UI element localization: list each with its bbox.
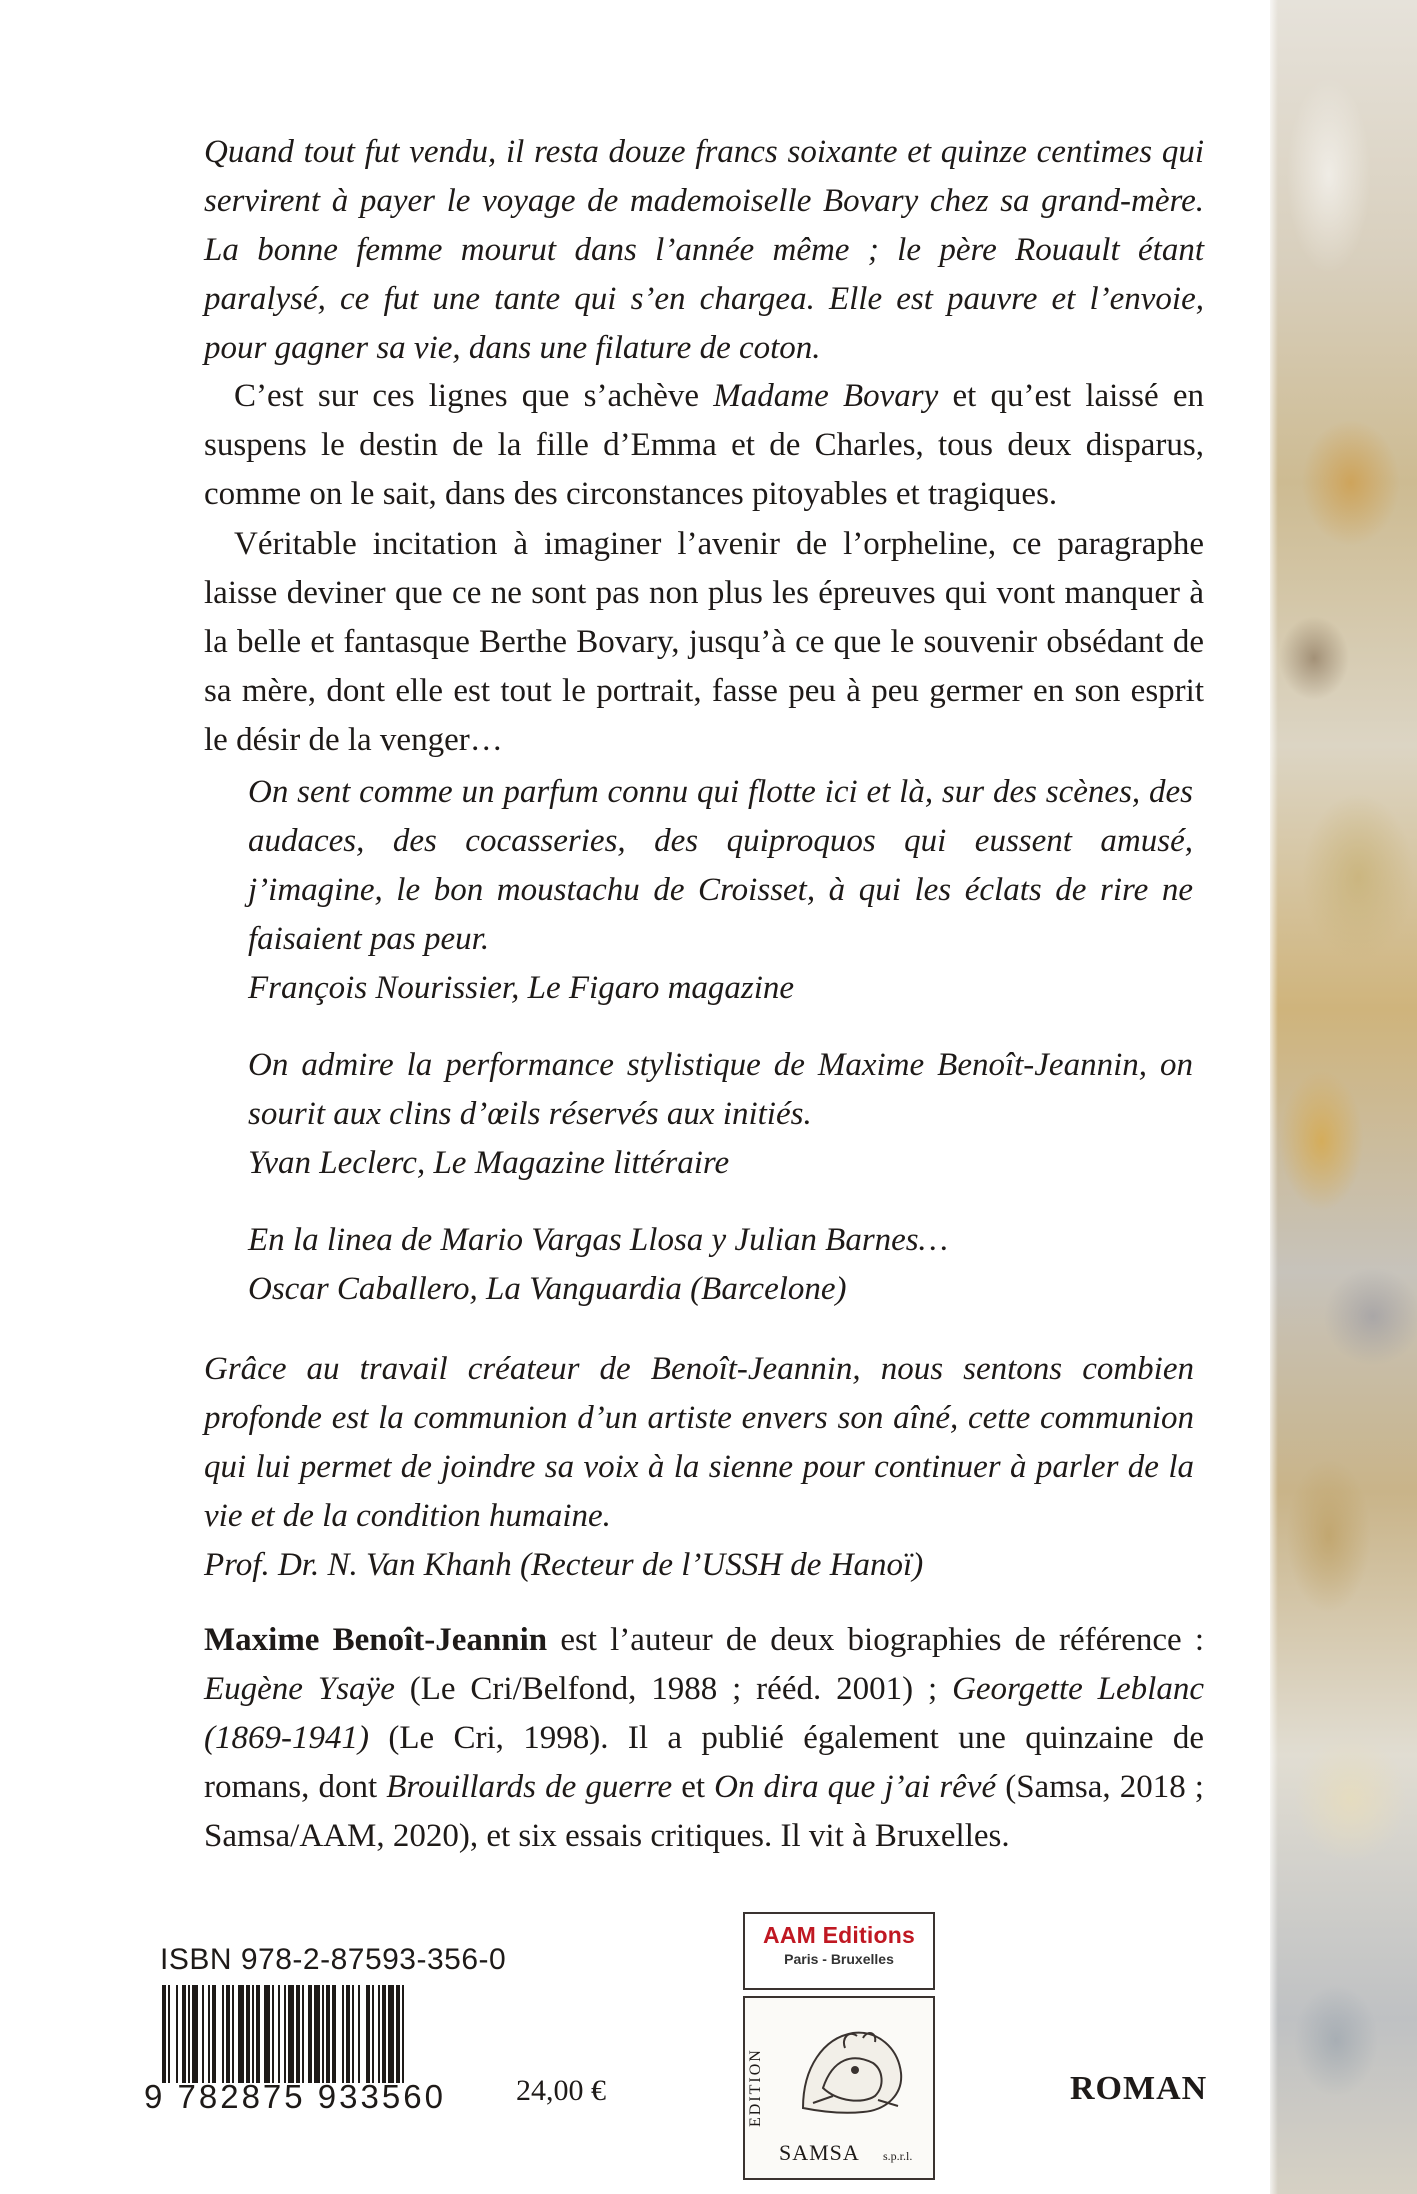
aam-editions-logo	[743, 1912, 935, 1990]
review-1	[248, 768, 1193, 1013]
bio-text-2: (Le Cri/Belfond, 1988 ; rééd. 2001) ;	[394, 1671, 953, 1707]
review-1-text: On sent comme un parfum connu qui flotte ici et là, sur des scènes, des audaces, des cocasseries, des quiproquos qui eussent amusé, j’imagine, le bon moustachu de Croisset, à qui les éclats de rire ne faisaient pas peur.	[248, 774, 1193, 957]
samsa-name: SAMSA	[779, 2140, 860, 2165]
barcode-bar	[302, 1985, 304, 2083]
barcode-bar	[272, 1985, 274, 2083]
barcode-bar	[314, 1985, 320, 2083]
barcode-bar	[396, 1985, 400, 2083]
samsa-emblem-icon	[783, 2008, 923, 2128]
cover-painting-strip	[1270, 0, 1417, 2194]
summary-paragraph-1	[204, 372, 1204, 519]
review-1-attribution	[248, 964, 1193, 1013]
barcode-bar	[358, 1985, 360, 2083]
barcode-bar	[188, 1985, 190, 2083]
barcode-digits: 9 782875 933560	[144, 2078, 446, 2115]
barcode-bar	[202, 1985, 204, 2083]
barcode-bar	[378, 1985, 380, 2083]
review-3-text: En la linea de Mario Vargas Llosa y Julian Barnes…	[248, 1222, 948, 1258]
barcode-bar	[278, 1985, 280, 2083]
author-name: Maxime Benoît-Jeannin	[204, 1622, 548, 1658]
barcode-bar	[222, 1985, 224, 2083]
barcode-bar	[232, 1985, 234, 2083]
bio-book-2: Georgette Leblanc (1869-1941)	[204, 1671, 1204, 1756]
review-2-text: On admire la performance stylistique de Maxime Benoît-Jeannin, on sourit aux clins d’œils réservés aux initiés.	[248, 1047, 1193, 1132]
barcode-bar	[326, 1985, 330, 2083]
barcode-bar	[256, 1985, 260, 2083]
barcode-bar	[252, 1985, 254, 2083]
barcode-bar	[208, 1985, 210, 2083]
barcode-bar	[238, 1985, 244, 2083]
samsa-suffix: s.p.r.l.	[883, 2149, 913, 2163]
barcode-bar	[382, 1985, 386, 2083]
review-2-attribution	[248, 1139, 1193, 1188]
barcode-bar	[342, 1985, 344, 2083]
review-1-author: François Nourissier,	[248, 970, 528, 1006]
barcode-bar	[226, 1985, 230, 2083]
para2-after: et qu’est laissé en suspens le destin de la fille d’Emma et de Charles, tous deux disparus, comme on le sait, dans des circonstances pitoyables et tragiques.	[204, 378, 1204, 512]
isbn-label: ISBN 978-2-87593-356-0	[160, 1943, 507, 1976]
barcode-bar	[288, 1985, 294, 2083]
samsa-edition-label: EDITION	[747, 2048, 764, 2128]
barcode-bar	[212, 1985, 216, 2083]
barcode	[160, 1985, 478, 2083]
bio-book-3: Brouillards de guerre	[386, 1769, 673, 1805]
barcode-bar	[366, 1985, 370, 2083]
barcode-bar	[388, 1985, 394, 2083]
barcode-bar	[322, 1985, 324, 2083]
review-2-author: Yvan Leclerc,	[248, 1145, 434, 1181]
bio-book-4: On dira que j’ai rêvé	[714, 1769, 997, 1805]
barcode-bar	[352, 1985, 354, 2083]
barcode-bar	[176, 1985, 178, 2083]
bio-book-1: Eugène Ysaÿe	[204, 1671, 395, 1707]
barcode-bar	[296, 1985, 300, 2083]
bio-text-4: et	[672, 1769, 715, 1805]
review-3	[248, 1216, 1193, 1314]
review-3-source: La Vanguardia	[486, 1271, 682, 1307]
para2-before: C’est sur ces lignes que s’achève	[234, 378, 714, 414]
price: 24,00 €	[516, 2074, 606, 2107]
author-bio	[204, 1616, 1204, 1861]
samsa-logo	[743, 1996, 935, 2180]
review-4-attribution	[204, 1541, 1194, 1590]
novel-title: Madame Bovary	[713, 378, 939, 414]
para3-text: Véritable incitation à imaginer l’avenir de l’orpheline, ce paragraphe laisse deviner que ce ne sont pas non plus les épreuves qui vont manquer à la belle et fantasque Berthe Bovary, jusqu’à ce que le souvenir obsédant de sa mère, dont elle est tout le portrait, fasse peu à peu germer en son esprit le désir de la venger…	[204, 526, 1204, 758]
barcode-bar	[182, 1985, 186, 2083]
review-4-author: Prof. Dr. N. Van Khanh (Recteur de l’USSH de Hanoï)	[204, 1547, 924, 1583]
review-1-source: Le Figaro magazine	[527, 970, 795, 1006]
review-2	[248, 1041, 1193, 1188]
review-3-extra: (Barcelone)	[681, 1271, 847, 1307]
barcode-bar	[284, 1985, 286, 2083]
bio-text-1: est l’auteur de deux biographies de référence :	[547, 1622, 1205, 1658]
barcode-bar	[246, 1985, 250, 2083]
barcode-bar	[162, 1985, 166, 2083]
intro-block	[204, 128, 1204, 373]
barcode-bar	[168, 1985, 170, 2083]
barcode-bar	[192, 1985, 198, 2083]
barcode-bar	[402, 1985, 404, 2083]
aam-logo-name: AAM Editions	[763, 1922, 915, 1948]
review-4-text: Grâce au travail créateur de Benoît-Jeannin, nous sentons combien profonde est la communion d’un artiste envers son aîné, cette communion qui lui permet de joindre sa voix à la sienne pour continuer à parler de la vie et de la condition humaine.	[204, 1351, 1194, 1534]
review-4	[204, 1345, 1194, 1590]
bio-text-3: (Le Cri, 1998). Il a publié également une quinzaine de romans, dont	[204, 1720, 1204, 1805]
review-2-source: Le Magazine littéraire	[433, 1145, 730, 1181]
intro-quote: Quand tout fut vendu, il resta douze francs soixante et quinze centimes qui servirent à payer le voyage de mademoiselle Bovary chez sa grand-mère. La bonne femme mourut dans l’année même ; le père Rouault étant paralysé, ce fut une tante qui s’en chargea. Elle est pauvre et l’envoie, pour gagner sa vie, dans une filature de coton.	[204, 134, 1204, 366]
review-3-author: Oscar Caballero,	[248, 1271, 487, 1307]
summary-paragraph-2	[204, 520, 1204, 765]
review-3-attribution	[248, 1265, 1193, 1314]
bio-text-5: (Samsa, 2018 ; Samsa/AAM, 2020), et six essais critiques. Il vit à Bruxelles.	[204, 1769, 1204, 1854]
barcode-bar	[264, 1985, 270, 2083]
aam-logo-sub: Paris - Bruxelles	[784, 1951, 894, 1967]
barcode-bar	[308, 1985, 312, 2083]
genre-label: ROMAN	[1070, 2070, 1208, 2107]
barcode-bar	[372, 1985, 374, 2083]
barcode-bar	[332, 1985, 336, 2083]
barcode-bar	[346, 1985, 350, 2083]
